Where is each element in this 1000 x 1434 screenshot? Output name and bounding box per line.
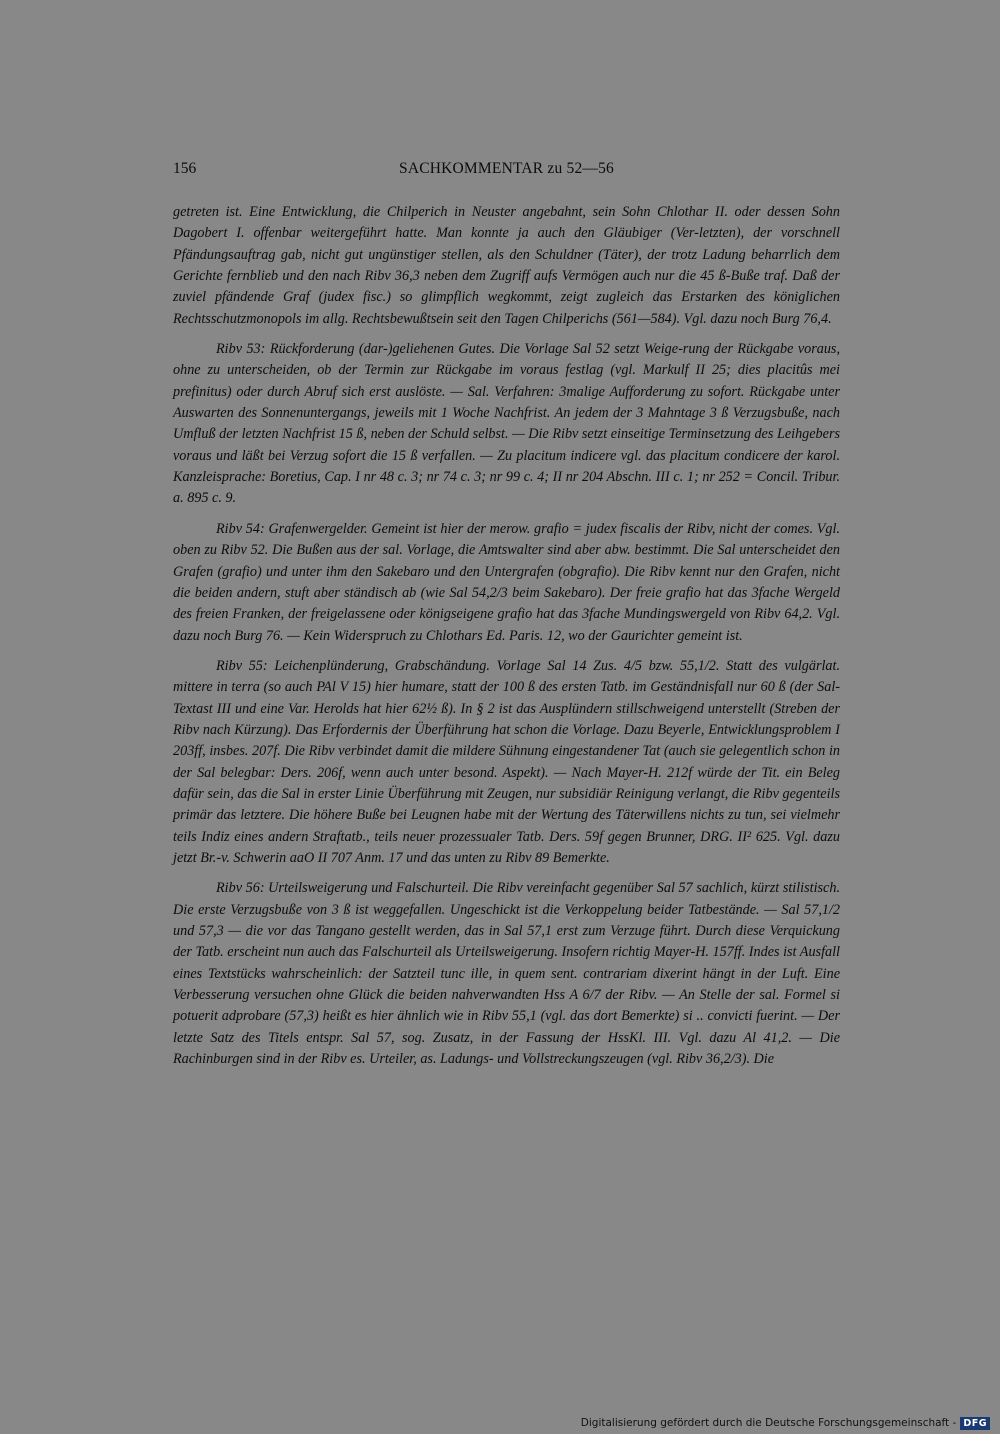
running-head: SACHKOMMENTAR zu 52—56 xyxy=(399,160,614,177)
digitization-credit xyxy=(581,1415,990,1431)
paragraph-ribv-54: Ribv 54: Grafenwergelder. Gemeint ist hier der merow. grafio = judex fiscalis der Ribv, nicht der comes. Vgl. oben zu Ribv 52. Die Bußen aus der sal. Vorlage, die Amtswalter sind aber abw. bestimmt. Die Sal unterscheidet den Grafen (grafio) und unter ihm den Sakebaro und den Untergrafen (obgrafio). Die Ribv kennt nur den Grafen, nicht die beiden andern, stuft aber ständisch ab (wie Sal 54,2/3 beim Sakebaro). Der freie grafio hat das 3fache Wergeld des freien Franken, der freigelassene oder königseigene grafio hat das 3fache Mundingswergeld von Ribv 64,2. Vgl. dazu noch Burg 76. — Kein Widerspruch zu Chlothars Ed. Paris. 12, wo der Gaurichter gemeint ist. xyxy=(173,520,840,644)
credit-text: Digitalisierung gefördert durch die Deutsche Forschungsgemeinschaft - xyxy=(580,1417,957,1429)
paragraph-ribv-56: Ribv 56: Urteilsweigerung und Falschurteil. Die Ribv vereinfacht gegenüber Sal 57 sachlich, kürzt stilistisch. Die erste Verzugsbuße von 3 ß ist weggefallen. Ungeschickt ist die Verkoppelung beider Tatbestände. — Sal 57,1/2 und 57,3 — die vor das Tangano gestellt werden, das in Sal 57,1 erst zum Verzuge führt. Durch diese Verquickung der Tatb. erscheint nun auch das Falschurteil als Urteilsweigerung. Insofern richtig Mayer-H. 157ff. Indes ist Ausfall eines Textstücks wahrscheinlich: der Satzteil tunc ille, in quem sent. contrariam dixerint hängt in der Luft. Eine Verbesserung versuchen ohne Glück die beiden nahverwandten Hss A 6/7 der Ribv. — An Stelle der sal. Formel si potuerit adprobare (57,3) heißt es hier ähnlich wie in Ribv 55,1 (vgl. das dort Bemerkte) si .. convicti fuerint. — Der letzte Satz des Titels entspr. Sal 57, sog. Zusatz, in der Fassung der HssKl. III. Vgl. dazu Al 41,2. — Die Rachinburgen sind in der Ribv es. Urteiler, as. Ladungs- und Vollstreckungszeugen (vgl. Ribv 36,2/3). Die xyxy=(173,880,840,1068)
paragraph-continuation: getreten ist. Eine Entwicklung, die Chilperich in Neuster angebahnt, sein Sohn Chlothar II. oder dessen Sohn Dagobert I. offenbar weitergeführt hatte. Man konnte ja auch den Gläubiger (Ver-letzten), der vorschnell Pfändungsauftrag gab, nicht gut ungünstiger stellen, als den Schuldner (Täter), der trotz Ladung beharrlich dem Gerichte fernblieb und den nach Ribv 36,3 neben dem Zugriff aufs Vermögen auch nur die 45 ß-Buße traf. Daß der zuviel pfändende Graf (judex fisc.) so glimpflich wegkommt, zeigt zugleich das Erstarken des königlichen Rechtsschutzmonopols im allg. Rechtsbewußtsein seit den Tagen Chilperichs (561—584). Vgl. dazu noch Burg 76,4. xyxy=(173,204,840,327)
page-header xyxy=(173,160,840,180)
paragraph-ribv-55: Ribv 55: Leichenplünderung, Grabschändung. Vorlage Sal 14 Zus. 4/5 bzw. 55,1/2. Statt des vulgärlat. mittere in terra (so auch PAl V 15) hier humare, statt der 100 ß des ersten Tatb. im Geständnisfall nur 60 ß (der Sal-Textast III und eine Var. Herolds hat hier 62½ ß). In § 2 ist das Ausplündern stillschweigend unterstellt (Streben der Ribv nach Kürzung). Das Erfordernis der Überführung hat schon die Vorlage. Dazu Beyerle, Entwicklungsproblem I 203ff, insbes. 207f. Die Ribv verbindet damit die mildere Sühnung eingestandener Tat (auch sie gelegentlich schon in der Sal belegbar: Ders. 206f, wenn auch unter besond. Aspekt). — Nach Mayer-H. 212f würde der Tit. ein Beleg dafür sein, das die Sal in erster Linie Überführung mit Zeugen, nur subsidiär Reinigung verlangt, die Ribv gegenteils primär das letztere. Die höhere Buße bei Leugnen habe mit der Wertung des Täterwillens nichts zu tun, sei vielmehr teils Indiz eines andern Straftatb., teils neuer prozessualer Tatb. Ders. 59f gegen Brunner, DRG. II² 625. Vgl. dazu jetzt Br.-v. Schwerin aaO II 707 Anm. 17 und das unten zu Ribv 89 Bemerkte. xyxy=(173,657,840,866)
paragraph-ribv-53: Ribv 53: Rückforderung (dar-)geliehenen Gutes. Die Vorlage Sal 52 setzt Weige-rung der Rückgabe voraus, ohne zu unterscheiden, ob der Termin zur Rückgabe im voraus festlag (vgl. Markulf II 25; dies placitûs mei prefinitus) oder durch Abruf sich erst auslöste. — Sal. Verfahren: 3malige Aufforderung zu sofort. Rückgabe unter Auswarten des Sonnenuntergangs, jeweils mit 1 Woche Nachfrist. An jedem der 3 Mahntage 3 ß Verzugsbuße, nach Umfluß der letzten Nachfrist 15 ß, neben der Schuld selbst. — Die Ribv setzt einseitige Terminsetzung des Leihgebers voraus und läßt bei Verzug sofort die 15 ß verfallen. — Zu placitum indicere vgl. das placitum condicere der karol. Kanzleisprache: Boretius, Cap. I nr 48 c. 3; nr 74 c. 3; nr 99 c. 4; II nr 204 Abschn. III c. 1; nr 252 = Concil. Tribur. a. 895 c. 9. xyxy=(173,341,840,507)
dfg-logo: DFG xyxy=(960,1417,990,1430)
page-number: 156 xyxy=(173,160,197,177)
body-text xyxy=(173,202,840,1079)
